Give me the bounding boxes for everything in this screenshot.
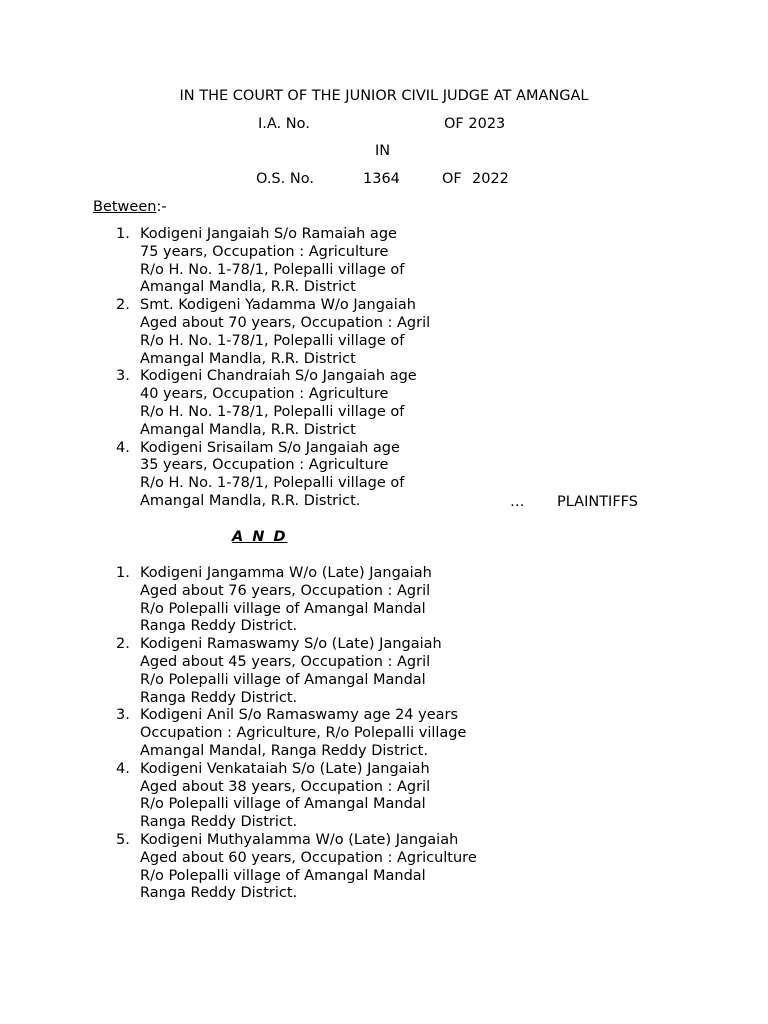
list-item-line: Aged about 70 years, Occupation : Agril (140, 314, 431, 331)
os-of: OF (442, 171, 462, 187)
list-item-number: 2. (116, 636, 130, 653)
list-item-line: Aged about 45 years, Occupation : Agril (140, 653, 431, 670)
os-number: 1364 (363, 171, 400, 187)
list-item-line: Kodigeni Anil S/o Ramaswamy age 24 years (140, 707, 459, 724)
list-item-line: Ranga Reddy District. (140, 814, 298, 831)
in-label: IN (375, 143, 391, 159)
list-item-line: R/o H. No. 1-78/1, Polepalli village of (140, 475, 405, 492)
list-item-line: Ranga Reddy District. (140, 885, 298, 902)
list-item-line: Ranga Reddy District. (140, 618, 298, 635)
list-item-line: Amangal Mandla, R.R. District (140, 279, 356, 296)
list-item-number: 5. (116, 832, 130, 848)
list-item-line: Amangal Mandla, R.R. District. (140, 492, 361, 509)
list-item-number: 3. (116, 368, 130, 385)
list-item-line: Amangal Mandla, R.R. District (140, 421, 356, 438)
list-item-line: Aged about 76 years, Occupation : Agril (140, 582, 431, 599)
ia-year: OF 2023 (444, 116, 506, 132)
list-item-line: 35 years, Occupation : Agriculture (140, 457, 389, 474)
between-label: Between (93, 199, 157, 215)
list-item-number: 4. (116, 760, 130, 777)
list-item-line: 40 years, Occupation : Agriculture (140, 386, 389, 403)
list-item-line: Amangal Mandal, Ranga Reddy District. (140, 742, 428, 759)
list-item-line: Aged about 38 years, Occupation : Agril (140, 778, 431, 795)
list-item-line: Aged about 60 years, Occupation : Agriculture (140, 849, 477, 866)
court-title: IN THE COURT OF THE JUNIOR CIVIL JUDGE AT AMANGAL (179, 88, 589, 104)
os-year: 2022 (472, 171, 509, 187)
list-item-line: Ranga Reddy District. (140, 689, 298, 706)
list-item-line: Kodigeni Chandraiah S/o Jangaiah age (140, 368, 417, 385)
plaintiffs-role-label: PLAINTIFFS (557, 494, 638, 510)
list-item-line: Smt. Kodigeni Yadamma W/o Jangaiah (140, 297, 416, 314)
list-item-number: 3. (116, 707, 130, 724)
list-item-line: Kodigeni Srisailam S/o Jangaiah age (140, 439, 400, 456)
list-item-line: 75 years, Occupation : Agriculture (140, 243, 389, 260)
list-item-line: Occupation : Agriculture, R/o Polepalli village (140, 725, 467, 742)
between-suffix: :- (156, 199, 167, 215)
list-item-number: 1. (116, 226, 130, 242)
list-item-line: Kodigeni Jangamma W/o (Late) Jangaiah (140, 565, 432, 581)
list-item-number: 4. (116, 439, 130, 456)
list-item-line: Kodigeni Ramaswamy S/o (Late) Jangaiah (140, 636, 442, 653)
list-item-line: Amangal Mandla, R.R. District (140, 350, 356, 367)
and-separator: A N D (232, 529, 288, 545)
list-item-line: R/o Polepalli village of Amangal Mandal (140, 600, 426, 617)
list-item-line: Kodigeni Muthyalamma W/o (Late) Jangaiah (140, 832, 459, 848)
ia-number-label: I.A. No. (258, 116, 310, 132)
list-item-line: Kodigeni Jangaiah S/o Ramaiah age (140, 226, 397, 242)
list-item-line: R/o Polepalli village of Amangal Mandal (140, 796, 426, 813)
list-item-line: R/o Polepalli village of Amangal Mandal (140, 867, 426, 884)
list-item-number: 2. (116, 297, 130, 314)
list-item-line: R/o H. No. 1-78/1, Polepalli village of (140, 403, 405, 420)
list-item-line: R/o H. No. 1-78/1, Polepalli village of (140, 332, 405, 349)
plaintiffs-ellipsis: … (510, 494, 525, 510)
list-item-number: 1. (116, 565, 130, 581)
list-item-line: R/o Polepalli village of Amangal Mandal (140, 671, 426, 688)
os-number-label: O.S. No. (256, 171, 314, 187)
list-item-line: Kodigeni Venkataiah S/o (Late) Jangaiah (140, 760, 430, 777)
list-item-line: R/o H. No. 1-78/1, Polepalli village of (140, 261, 405, 278)
between-heading (93, 198, 167, 216)
